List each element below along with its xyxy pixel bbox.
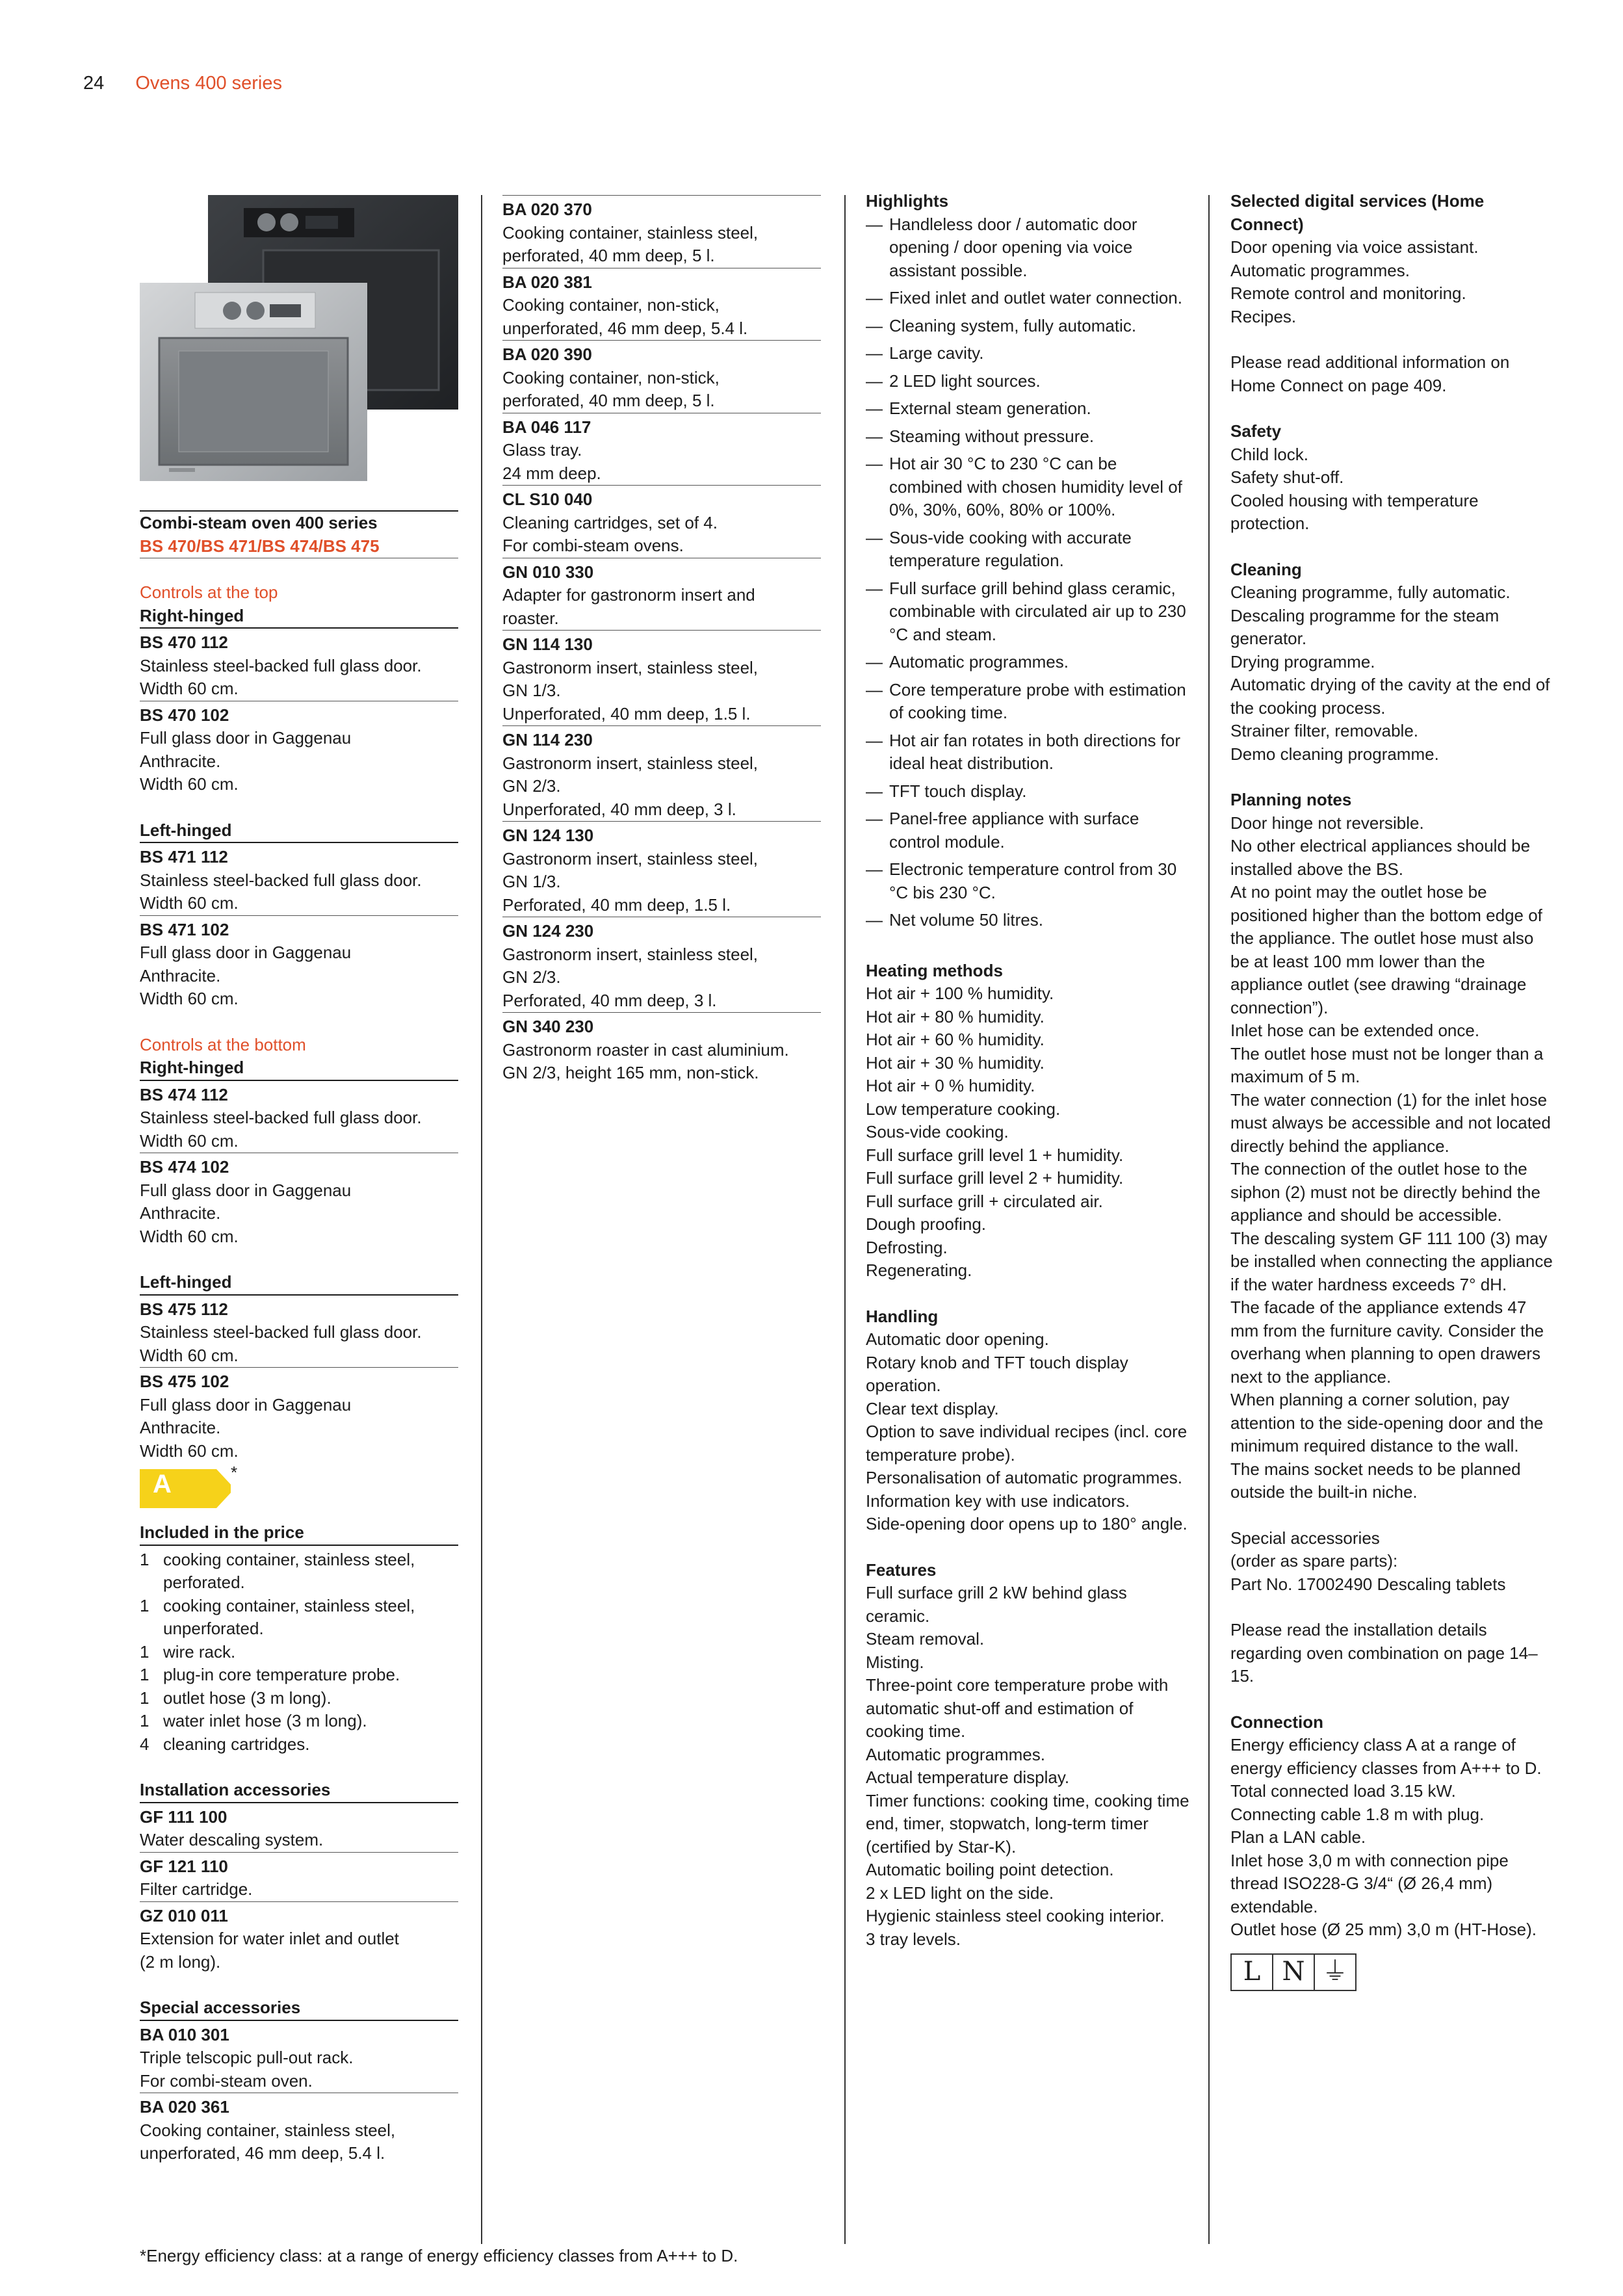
digital-title: Selected digital services (Home Connect) — [1230, 191, 1485, 234]
variant-code: BS 475 102 — [140, 1372, 229, 1391]
accessory-code: GN 124 130 — [502, 826, 594, 845]
accessory-item — [140, 1803, 458, 1852]
included-list — [140, 1548, 458, 1756]
list-item: Energy efficiency class A at a range of energy efficiency classes from A+++ to D. — [1230, 1735, 1542, 1778]
product-models: BS 470/BS 471/BS 474/BS 475 — [140, 536, 380, 556]
list-item: Automatic door opening. — [866, 1329, 1049, 1349]
list-item: Cleaning programme, fully automatic. — [1230, 582, 1511, 602]
list-item: Connecting cable 1.8 m with plug. — [1230, 1804, 1485, 1824]
list-item: Descaling programme for the steam generator. — [1230, 605, 1500, 648]
accessory-desc: Gastronorm insert, stainless steel, — [502, 753, 759, 773]
list-item: 1 water inlet hose (3 m long). — [140, 1711, 367, 1730]
list-item: Clear text display. — [866, 1398, 999, 1418]
list-item: Side-opening door opens up to 180° angle. — [866, 1514, 1188, 1533]
variant-desc: Width 60 cm. — [140, 893, 239, 913]
accessory-desc: Glass tray. — [502, 440, 582, 460]
variant-desc: Anthracite. — [140, 751, 221, 771]
safety-title: Safety — [1230, 421, 1282, 441]
variant-desc: Full glass door in Gaggenau — [140, 728, 352, 748]
list-item: — Panel-free appliance with surface control module. — [866, 807, 1191, 854]
energy-class: A — [153, 1470, 172, 1498]
variant-desc: Anthracite. — [140, 965, 221, 985]
column-features — [866, 190, 1191, 1951]
list-item: — Steaming without pressure. — [866, 425, 1191, 449]
list-item: Demo cleaning programme. — [1230, 744, 1439, 764]
list-item: Door hinge not reversible. — [1230, 813, 1424, 833]
accessory-item — [140, 2021, 458, 2093]
accessory-desc: Gastronorm insert, stainless steel, — [502, 657, 759, 677]
accessory-desc: Triple telscopic pull-out rack. — [140, 2048, 354, 2067]
list-item: Automatic programmes. — [866, 1744, 1045, 1764]
list-item: The mains socket needs to be planned outside the built-in niche. — [1230, 1459, 1521, 1502]
accessory-desc: Cooking container, stainless steel, — [502, 222, 759, 242]
accessory-desc: GN 1/3. — [502, 872, 561, 891]
list-item: Strainer filter, removable. — [1230, 721, 1419, 740]
variant-desc: Width 60 cm. — [140, 1441, 239, 1461]
product-variant — [140, 1153, 458, 1248]
install-note: Please read the installation details regarding oven combination on page 14–15. — [1230, 1620, 1538, 1686]
list-item: Low temperature cooking. — [866, 1099, 1061, 1119]
list-item: 1 cooking container, stainless steel, unperforated. — [140, 1595, 415, 1638]
group-subheading: Right-hinged — [140, 1058, 244, 1077]
list-item: — Hot air fan rotates in both directions for ideal heat distribution. — [866, 729, 1191, 776]
list-item: 1 wire rack. — [140, 1641, 236, 1662]
accessory-desc: For combi-steam oven. — [140, 2070, 313, 2091]
variant-desc: Width 60 cm. — [140, 679, 239, 698]
variant-code: BS 470 102 — [140, 705, 229, 725]
earth-symbol-icon: ⏚ — [1314, 1953, 1357, 1991]
list-item: Full surface grill + circulated air. — [866, 1191, 1103, 1211]
list-item: Full surface grill 2 kW behind glass ceramic. — [866, 1583, 1127, 1626]
group-heading: Controls at the bottom — [140, 1034, 306, 1054]
accessory-item — [140, 1853, 458, 1901]
list-item: — Automatic programmes. — [866, 651, 1191, 674]
accessory-desc: unperforated, 46 mm deep, 5.4 l. — [502, 318, 748, 338]
features-title: Features — [866, 1559, 937, 1580]
list-item: Hot air + 100 % humidity. — [866, 984, 1054, 1003]
accessory-item — [140, 1902, 458, 1974]
column-divider — [1208, 195, 1210, 2244]
variant-desc: Width 60 cm. — [140, 1345, 239, 1365]
variant-desc: Width 60 cm. — [140, 774, 239, 794]
footnote: *Energy efficiency class: at a range of energy efficiency classes from A+++ to D. — [140, 2246, 738, 2265]
list-item: Part No. 17002490 Descaling tablets — [1230, 1574, 1506, 1594]
list-item: Hot air + 30 % humidity. — [866, 1052, 1045, 1073]
accessory-code: BA 020 370 — [502, 200, 592, 219]
product-variant — [140, 843, 458, 915]
accessory-item — [502, 196, 821, 268]
energy-label — [140, 1463, 238, 1508]
accessory-desc: (2 m long). — [140, 1951, 221, 1972]
accessory-code: GF 121 110 — [140, 1856, 228, 1876]
live-symbol-icon: L — [1230, 1953, 1273, 1991]
planning-title: Planning notes — [1230, 790, 1352, 809]
list-item: Automatic drying of the cavity at the end of the cooking process. — [1230, 675, 1550, 718]
accessory-code: BA 010 301 — [140, 2024, 229, 2044]
accessory-desc: Gastronorm insert, stainless steel, — [502, 944, 759, 964]
variant-desc: Stainless steel-backed full glass door. — [140, 1322, 422, 1342]
list-item: — Cleaning system, fully automatic. — [866, 315, 1191, 338]
group-heading: Controls at the top — [140, 582, 278, 602]
variant-desc: Anthracite. — [140, 1418, 221, 1437]
handling-title: Handling — [866, 1306, 939, 1326]
column-accessories — [502, 195, 821, 1085]
accessory-code: GN 114 230 — [502, 730, 593, 750]
list-item: Personalisation of automatic programmes. — [866, 1468, 1183, 1487]
accessory-code: GF 111 100 — [140, 1807, 227, 1827]
list-item: Regenerating. — [866, 1260, 972, 1280]
list-item: Steam removal. — [866, 1629, 985, 1649]
accessory-desc: Cleaning cartridges, set of 4. — [502, 512, 718, 532]
group-subheading: Right-hinged — [140, 605, 244, 625]
accessory-desc: Water descaling system. — [140, 1830, 324, 1849]
list-item: 2 x LED light on the side. — [866, 1883, 1054, 1903]
product-variant — [140, 1296, 458, 1368]
accessory-desc: For combi-steam ovens. — [502, 536, 684, 555]
list-item: 1 outlet hose (3 m long). — [140, 1688, 331, 1708]
oven-product-image — [140, 195, 458, 481]
accessory-item — [502, 341, 821, 413]
list-item: The outlet hose must not be longer than a maximum of 5 m. — [1230, 1043, 1544, 1086]
list-item: Recipes. — [1230, 306, 1297, 326]
list-item: Actual temperature display. — [866, 1768, 1070, 1787]
list-item: — Hot air 30 °C to 230 °C can be combined with chosen humidity level of 0%, 30%, 60%, 80% or 100%. — [866, 452, 1191, 522]
page-header — [83, 73, 282, 94]
neutral-symbol-icon: N — [1272, 1953, 1315, 1991]
column-services — [1230, 190, 1555, 1991]
list-item: Child lock. — [1230, 444, 1308, 464]
product-variant — [140, 916, 458, 1011]
installation-title: Installation accessories — [140, 1780, 331, 1799]
list-item: Door opening via voice assistant. — [1230, 237, 1479, 257]
accessory-desc: Cooking container, non-stick, — [502, 367, 720, 387]
column-product — [140, 195, 458, 2165]
variant-desc: Width 60 cm. — [140, 1226, 239, 1246]
list-item: Hygienic stainless steel cooking interior. — [866, 1906, 1165, 1925]
list-item: Inlet hose 3,0 m with connection pipe thread ISO228-G 3/4“ (Ø 26,4 mm) extendable. — [1230, 1850, 1509, 1916]
highlights-list — [866, 213, 1191, 932]
variant-code: BS 471 102 — [140, 919, 229, 939]
list-item: Drying programme. — [1230, 651, 1375, 672]
list-item: Automatic programmes. — [1230, 260, 1410, 280]
connection-title: Connection — [1230, 1712, 1323, 1732]
accessory-code: BA 020 381 — [502, 272, 592, 292]
list-item: Three-point core temperature probe with automatic shut-off and estimation of cooking time. — [866, 1675, 1169, 1741]
accessory-desc: perforated, 40 mm deep, 5 l. — [502, 391, 715, 410]
energy-footnote-mark: * — [231, 1463, 238, 1482]
list-item: Hot air + 60 % humidity. — [866, 1030, 1045, 1049]
accessory-desc: Unperforated, 40 mm deep, 3 l. — [502, 799, 736, 819]
accessory-item — [502, 726, 821, 821]
accessory-desc: GN 2/3. — [502, 967, 561, 987]
list-item: Special accessories — [1230, 1528, 1380, 1548]
product-variant — [140, 1368, 458, 1463]
list-item: Hot air + 80 % humidity. — [866, 1006, 1045, 1026]
accessory-desc: Filter cartridge. — [140, 1879, 253, 1899]
accessory-desc: Perforated, 40 mm deep, 3 l. — [502, 990, 717, 1010]
highlights-title: Highlights — [866, 191, 949, 211]
digital-note: Please read additional information on Home Connect on page 409. — [1230, 352, 1510, 395]
accessory-desc: Gastronorm roaster in cast aluminium. — [502, 1039, 789, 1060]
variant-desc: Width 60 cm. — [140, 1130, 239, 1151]
section-title: Ovens 400 series — [135, 73, 282, 94]
list-item: Plan a LAN cable. — [1230, 1827, 1366, 1847]
accessory-item — [502, 413, 821, 486]
variant-desc: Stainless steel-backed full glass door. — [140, 1108, 422, 1127]
accessory-item — [502, 917, 821, 1012]
list-item: At no point may the outlet hose be positioned higher than the bottom edge of the appliance. The outlet hose must also be at least 100 mm lower than the appliance outlet (see drawing “drainage connection”). — [1230, 882, 1542, 1017]
list-item: Automatic boiling point detection. — [866, 1860, 1114, 1879]
accessory-item — [502, 558, 821, 631]
accessory-code: GN 124 230 — [502, 921, 594, 941]
list-item: Defrosting. — [866, 1237, 948, 1257]
list-item: Total connected load 3.15 kW. — [1230, 1781, 1456, 1801]
variant-code: BS 474 102 — [140, 1157, 229, 1177]
list-item: — External steam generation. — [866, 397, 1191, 421]
special-title: Special accessories — [140, 1998, 301, 2017]
list-item: (order as spare parts): — [1230, 1551, 1398, 1571]
accessory-item — [502, 822, 821, 917]
list-item: Sous-vide cooking. — [866, 1122, 1009, 1141]
list-item: Cooled housing with temperature protection. — [1230, 490, 1479, 533]
list-item: No other electrical appliances should be installed above the BS. — [1230, 836, 1531, 879]
cleaning-title: Cleaning — [1230, 559, 1302, 579]
list-item: — Handleless door / automatic door opening / door opening via voice assistant possible. — [866, 213, 1191, 283]
accessory-item — [502, 486, 821, 558]
list-item: 4 cleaning cartridges. — [140, 1734, 310, 1754]
accessory-code: BA 046 117 — [502, 417, 591, 437]
list-item: When planning a corner solution, pay attention to the side-opening door and the minimum required distance to the wall. — [1230, 1390, 1544, 1455]
heating-title: Heating methods — [866, 960, 1003, 980]
list-item: Timer functions: cooking time, cooking time end, timer, stopwatch, long-term timer (certified by Star-K). — [866, 1790, 1189, 1857]
variant-desc: Full glass door in Gaggenau — [140, 1394, 352, 1415]
accessory-code: GN 340 230 — [502, 1017, 594, 1036]
list-item: Dough proofing. — [866, 1214, 987, 1234]
accessory-desc: GN 2/3. — [502, 776, 561, 796]
accessory-item — [140, 2093, 458, 2165]
product-variant — [140, 701, 458, 796]
column-divider — [481, 195, 482, 2244]
accessory-desc: Adapter for gastronorm insert and — [502, 585, 755, 605]
variant-desc: Full glass door in Gaggenau — [140, 943, 352, 962]
accessory-code: GN 114 130 — [502, 634, 593, 654]
accessory-item — [502, 631, 821, 725]
list-item: Inlet hose can be extended once. — [1230, 1021, 1480, 1040]
list-item: Full surface grill level 1 + humidity. — [866, 1145, 1124, 1165]
list-item: — Large cavity. — [866, 342, 1191, 365]
list-item: The facade of the appliance extends 47 mm from the furniture cavity. Consider the overhang when planning to open drawers next to the appliance. — [1230, 1298, 1544, 1387]
group-subheading: Left-hinged — [140, 1272, 232, 1292]
list-item: Remote control and monitoring. — [1230, 283, 1466, 303]
accessory-desc: GN 2/3, height 165 mm, non-stick. — [502, 1063, 759, 1082]
list-item: The water connection (1) for the inlet hose must always be accessible and not located directly behind the appliance. — [1230, 1089, 1551, 1156]
list-item: Hot air + 0 % humidity. — [866, 1076, 1035, 1095]
list-item: Information key with use indicators. — [866, 1491, 1130, 1511]
column-divider — [844, 195, 846, 2244]
accessory-desc: perforated, 40 mm deep, 5 l. — [502, 246, 715, 265]
accessory-item — [502, 1013, 821, 1085]
list-item: — Sous-vide cooking with accurate temperature regulation. — [866, 527, 1191, 573]
list-item: — Fixed inlet and outlet water connection. — [866, 287, 1191, 310]
list-item: The descaling system GF 111 100 (3) may be installed when connecting the appliance if the water hardness exceeds 7° dH. — [1230, 1228, 1553, 1294]
variant-desc: Width 60 cm. — [140, 989, 239, 1008]
accessory-desc: Perforated, 40 mm deep, 1.5 l. — [502, 894, 731, 915]
accessory-desc: Unperforated, 40 mm deep, 1.5 l. — [502, 703, 751, 724]
accessory-desc: Extension for water inlet and outlet — [140, 1929, 399, 1948]
list-item: Option to save individual recipes (incl. core temperature probe). — [866, 1422, 1188, 1465]
variant-desc: Stainless steel-backed full glass door. — [140, 655, 422, 675]
list-item: — Core temperature probe with estimation of cooking time. — [866, 679, 1191, 725]
accessory-code: BA 020 361 — [140, 2097, 229, 2117]
list-item: 3 tray levels. — [866, 1929, 961, 1949]
accessory-code: GZ 010 011 — [140, 1905, 228, 1925]
list-item: Misting. — [866, 1652, 924, 1672]
accessory-item — [502, 268, 821, 341]
list-item: 1 cooking container, stainless steel, perforated. — [140, 1549, 415, 1592]
accessory-code: BA 020 390 — [502, 345, 592, 364]
list-item: The connection of the outlet hose to the siphon (2) must not be directly behind the appliance and should be accessible. — [1230, 1159, 1540, 1225]
list-item: — Net volume 50 litres. — [866, 909, 1191, 932]
variant-code: BS 470 112 — [140, 633, 228, 652]
product-variant — [140, 1081, 458, 1153]
accessory-desc: GN 1/3. — [502, 681, 561, 700]
list-item: Outlet hose (Ø 25 mm) 3,0 m (HT-Hose). — [1230, 1920, 1537, 1939]
list-item: — Electronic temperature control from 30 °C bis 230 °C. — [866, 858, 1191, 904]
list-item: — 2 LED light sources. — [866, 370, 1191, 393]
accessory-desc: unperforated, 46 mm deep, 5.4 l. — [140, 2143, 385, 2163]
list-item: 1 plug-in core temperature probe. — [140, 1665, 400, 1684]
accessory-code: CL S10 040 — [502, 489, 593, 509]
product-variant — [140, 629, 458, 701]
variant-code: BS 474 112 — [140, 1084, 228, 1104]
accessory-desc: roaster. — [502, 608, 559, 628]
group-subheading: Left-hinged — [140, 820, 232, 840]
rule — [140, 1545, 458, 1546]
list-item: — TFT touch display. — [866, 780, 1191, 803]
accessory-desc: Gastronorm insert, stainless steel, — [502, 848, 759, 868]
variant-desc: Anthracite. — [140, 1203, 221, 1223]
list-item: Rotary knob and TFT touch display operation. — [866, 1352, 1128, 1395]
list-item: Safety shut-off. — [1230, 467, 1344, 487]
variant-code: BS 471 112 — [140, 847, 228, 867]
page-number: 24 — [83, 73, 105, 94]
list-item: Full surface grill level 2 + humidity. — [866, 1168, 1124, 1188]
electrical-symbols — [1230, 1953, 1555, 1991]
list-item: — Full surface grill behind glass ceramic, combinable with circulated air up to 230 °C and steam. — [866, 577, 1191, 647]
product-title: Combi-steam oven 400 series — [140, 513, 378, 532]
variant-desc: Stainless steel-backed full glass door. — [140, 870, 422, 890]
variant-desc: Full glass door in Gaggenau — [140, 1180, 352, 1200]
variant-code: BS 475 112 — [140, 1299, 228, 1319]
accessory-desc: Cooking container, stainless steel, — [140, 2120, 396, 2140]
accessory-code: GN 010 330 — [502, 562, 594, 582]
accessory-desc: 24 mm deep. — [502, 463, 601, 483]
accessory-desc: Cooking container, non-stick, — [502, 295, 720, 315]
included-title: Included in the price — [140, 1522, 304, 1542]
